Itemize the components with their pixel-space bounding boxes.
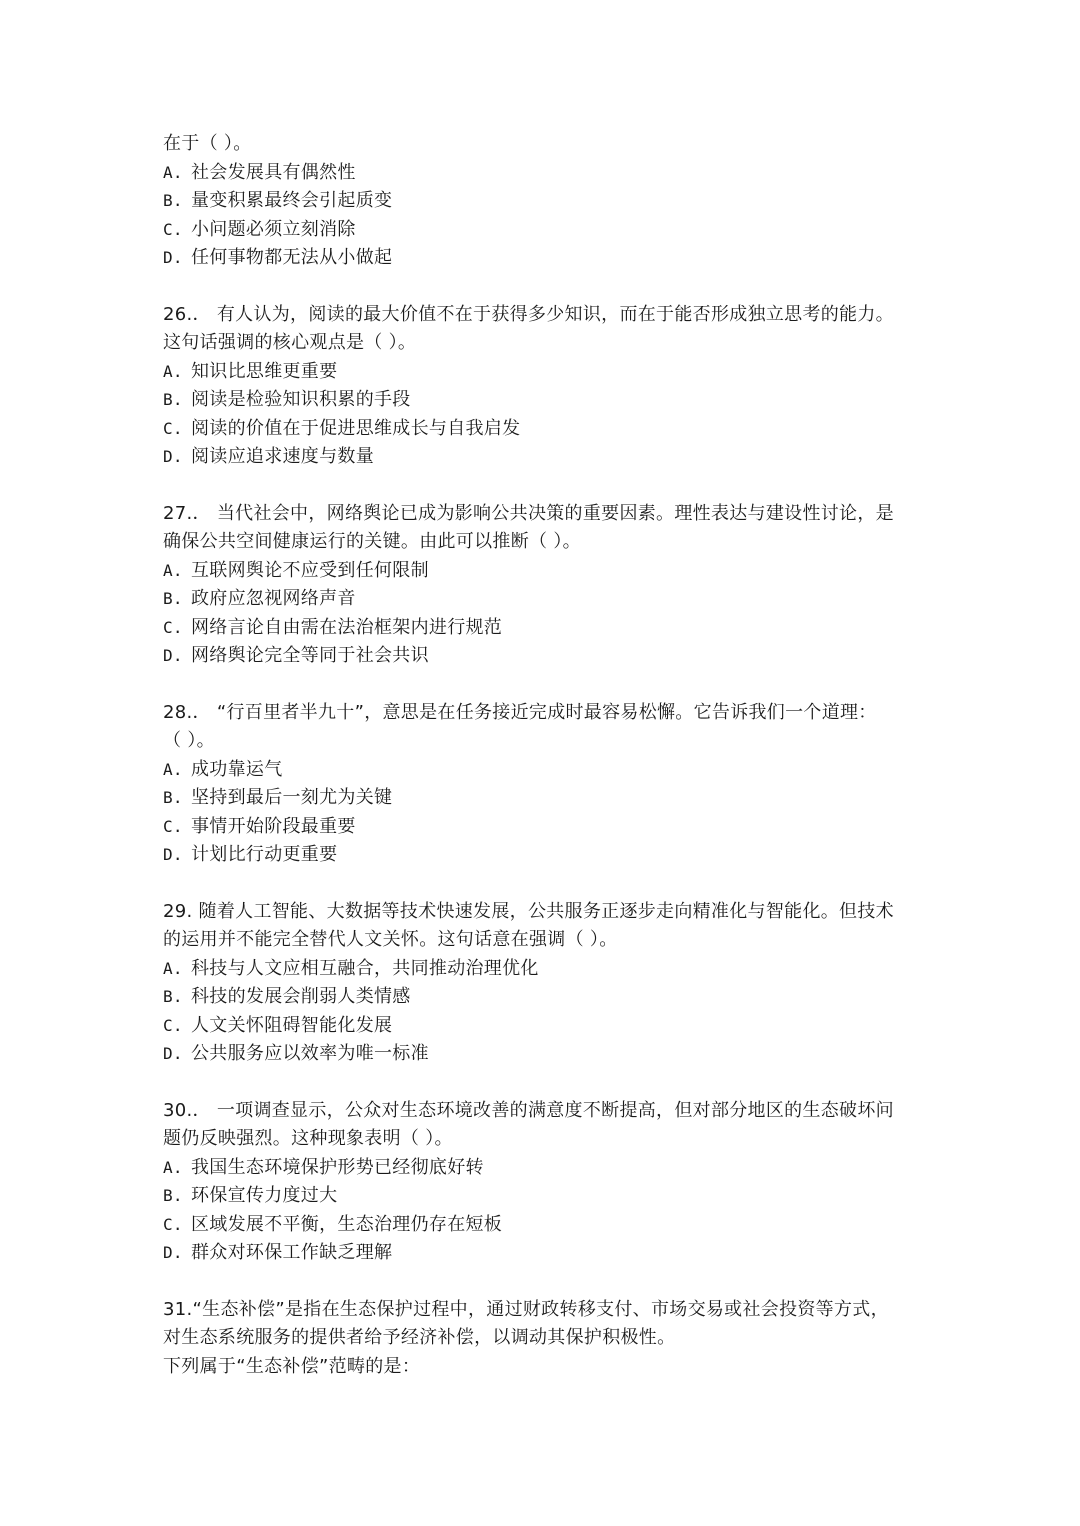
option-text: 阅读应追求速度与数量 [191,446,374,467]
question-block [163,130,923,273]
option-letter: C. [163,1214,183,1234]
option-letter: D. [163,1243,183,1262]
question-stem-line: 26.． 有人认为，阅读的最大价值不在于获得多少知识，而在于能否形成独立思考的能力。 [163,303,894,325]
question-stem-line: 在于（ ）。 [163,133,252,154]
option-letter: B. [163,1186,183,1205]
option-letter: D. [163,248,183,267]
option-text: 量变积累最终会引起质变 [191,190,393,211]
option-text: 环保宣传力度过大 [191,1185,338,1206]
answer-option [163,216,923,245]
option-letter: B. [163,589,183,608]
answer-option [163,784,923,813]
answer-option [163,1211,923,1240]
question-stem-line: 题仍反映强烈。这种现象表明（ ）。 [163,1128,453,1149]
option-letter: C. [163,816,183,836]
option-letter: C. [163,1015,183,1035]
answer-option [163,443,923,472]
question-stem-line: 的运用并不能完全替代人文关怀。这句话意在强调（ ）。 [163,929,618,950]
option-text: 网络舆论完全等同于社会共识 [191,645,429,666]
option-text: 阅读是检验知识积累的手段 [191,389,411,410]
option-text: 我国生态环境保护形势已经彻底好转 [191,1156,484,1178]
answer-option [163,642,923,671]
option-letter: D. [163,845,183,864]
question-stem-line: 这句话强调的核心观点是（ ）。 [163,332,417,353]
option-letter: A. [163,1157,183,1177]
option-letter: C. [163,418,183,438]
answer-option [163,1182,923,1211]
option-text: 事情开始阶段最重要 [191,815,356,837]
answer-option [163,1040,923,1069]
option-letter: A. [163,958,183,978]
answer-option [163,386,923,415]
answer-option [163,358,923,387]
option-letter: B. [163,788,183,807]
option-text: 科技与人文应相互融合，共同推动治理优化 [191,957,539,979]
question-block [163,1097,923,1268]
option-text: 互联网舆论不应受到任何限制 [191,559,429,581]
option-text: 社会发展具有偶然性 [191,161,356,183]
option-letter: A. [163,361,183,381]
question-stem-line: 28.． “行百里者半九十”，意思是在任务接近完成时最容易松懈。它告诉我们一个道理： [163,701,877,723]
option-text: 小问题必须立刻消除 [191,218,356,240]
question-stem-line: 对生态系统服务的提供者给予经济补偿，以调动其保护积极性。 [163,1327,676,1348]
option-letter: B. [163,191,183,210]
option-text: 知识比思维更重要 [191,360,338,382]
answer-option [163,585,923,614]
question-stem-line: 下列属于“生态补偿”范畴的是： [163,1355,421,1377]
option-letter: C. [163,617,183,637]
option-text: 成功靠运气 [191,758,283,780]
answer-option [163,955,923,984]
option-letter: A. [163,162,183,182]
question-block [163,898,923,1069]
question-stem-line: 29. 随着人工智能、大数据等技术快速发展，公共服务正逐步走向精准化与智能化。但技术 [163,900,894,922]
question-block [163,500,923,671]
question-stem-line: 27.． 当代社会中，网络舆论已成为影响公共决策的重要因素。理性表达与建设性讨论，是 [163,502,894,524]
question-block [163,301,923,472]
option-text: 科技的发展会削弱人类情感 [191,986,411,1007]
answer-option [163,244,923,273]
question-stem-line: 30.． 一项调查显示，公众对生态环境改善的满意度不断提高，但对部分地区的生态破坏问 [163,1099,894,1121]
answer-option [163,1239,923,1268]
option-letter: D. [163,1044,183,1063]
answer-option [163,614,923,643]
answer-option [163,841,923,870]
answer-option [163,756,923,785]
option-letter: B. [163,390,183,409]
option-letter: B. [163,987,183,1006]
answer-option [163,1012,923,1041]
question-stem-line: 确保公共空间健康运行的关键。由此可以推断（ ）。 [163,531,581,552]
option-text: 区域发展不平衡，生态治理仍存在短板 [191,1213,503,1235]
option-text: 公共服务应以效率为唯一标准 [191,1043,429,1064]
answer-option [163,415,923,444]
option-text: 任何事物都无法从小做起 [191,247,393,268]
option-text: 人文关怀阻碍智能化发展 [191,1014,393,1036]
option-text: 坚持到最后一刻尤为关键 [191,787,393,808]
option-text: 计划比行动更重要 [191,844,338,865]
option-letter: C. [163,219,183,239]
answer-option [163,1154,923,1183]
document-page [163,130,923,1381]
answer-option [163,557,923,586]
option-text: 群众对环保工作缺乏理解 [191,1242,393,1263]
option-letter: D. [163,447,183,466]
question-stem-line: 31.“生态补偿”是指在生态保护过程中，通过财政转移支付、市场交易或社会投资等方式， [163,1298,889,1320]
question-stem-line: （ ）。 [163,730,215,751]
answer-option [163,813,923,842]
answer-option [163,187,923,216]
option-text: 政府应忽视网络声音 [191,588,356,609]
answer-option [163,983,923,1012]
option-letter: D. [163,646,183,665]
option-letter: A. [163,560,183,580]
option-letter: A. [163,759,183,779]
option-text: 阅读的价值在于促进思维成长与自我启发 [191,417,521,439]
option-text: 网络言论自由需在法治框架内进行规范 [191,616,503,638]
question-block [163,699,923,870]
answer-option [163,159,923,188]
question-block [163,1296,923,1382]
